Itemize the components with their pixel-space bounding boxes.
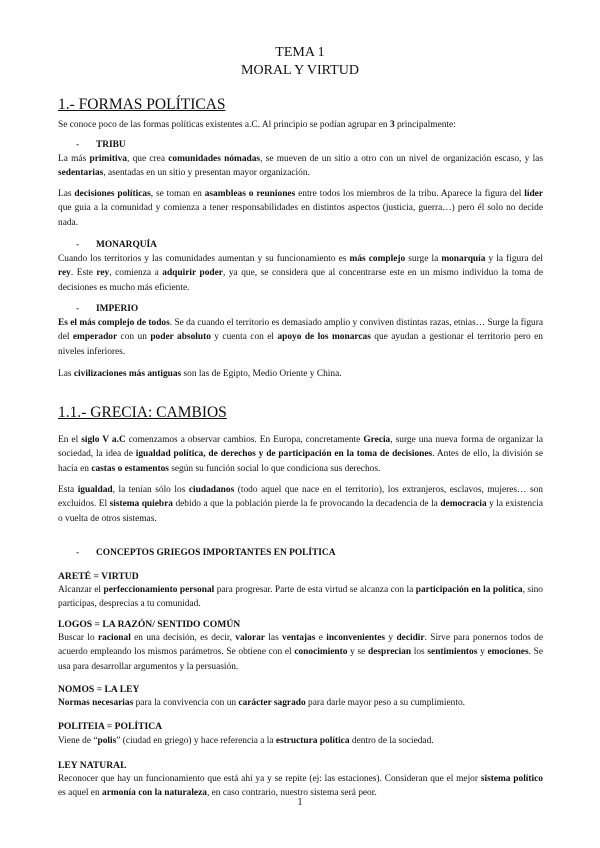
section-heading-grecia: 1.1.- GRECIA: CAMBIOS <box>58 404 227 421</box>
imperio-paragraph-1: Es el más complejo de todos. Se da cuando el territorio es demasiado amplio y conviven distintas razas, etnias… Surge la figura del emperador con un poder absoluto y cuenta con el apoyo de los monarcas que ayudan a gestionar el territorio pero en niveles inferiores. <box>58 318 543 357</box>
bullet-tribu: - TRIBU <box>76 140 126 150</box>
monarquia-paragraph: Cuando los territorios y las comunidades aumentan y su funcionamiento es más complejo surge la monarquía y la figura del rey. Este rey, comienza a adquirir poder, ya que, se considera que al concentrarse este en un mismo individuo la toma de decisiones es mucho más eficiente. <box>58 254 544 293</box>
concept-text-logos: Buscar lo racional en una decisión, es decir, valorar las ventajas e inconvenientes y decidir. Sirve para ponernos todos de acuerdo empleando los mismos parámetros. Se obtiene con el conocimiento y se desprecian los sentimientos y emociones. Se usa para desarrollar argumentos y la persuasión. <box>58 633 544 672</box>
concept-title-logos: LOGOS = LA RAZÓN/ SENTIDO COMÚN <box>58 619 241 630</box>
concept-title-politeia: POLITEIA = POLÍTICA <box>58 721 163 732</box>
bullet-imperio: - IMPERIO <box>76 304 139 314</box>
concept-text-politeia: Viene de “polis” (ciudad en griego) y hace referencia a la estructura política dentro de la sociedad. <box>58 736 434 746</box>
concept-text-nomos: Normas necesarias para la convivencia con un carácter sagrado para darle mayor peso a su cumplimiento. <box>58 698 465 708</box>
concept-title-ley-natural: LEY NATURAL <box>58 760 127 771</box>
concept-title-arete: ARETÉ = VIRTUD <box>58 571 139 582</box>
concept-text-arete: Alcanzar el perfeccionamiento personal para progresar. Parte de esta virtud se alcanza con la participación en la política, sino participas, desprecias a tu comunidad. <box>58 585 543 610</box>
section-heading-formas-politicas: 1.- FORMAS POLÍTICAS <box>58 96 226 113</box>
grecia-paragraph-1: En el siglo V a.C comenzamos a observar cambios. En Europa, concretamente Grecia, surge una nueva forma de organizar la sociedad, la idea de igualdad política, de derechos y de participación en la toma de decisiones. Antes de ello, la división se hacía en castas o estamentos según su función social lo que condiciona sus derechos. <box>58 435 544 474</box>
tribu-paragraph-1: La más primitiva, que crea comunidades nómadas, se mueven de un sitio a otro con un nivel de organización escaso, y las sedentarias, asentadas en un sitio y presentan mayor organización. <box>58 154 543 179</box>
imperio-paragraph-2: Las civilizaciones más antiguas son las de Egipto, Medio Oriente y China. <box>58 369 342 379</box>
page-number: 1 <box>297 797 303 808</box>
doc-title-line1: TEMA 1 <box>275 45 325 60</box>
concept-text-ley-natural: Reconocer que hay un funcionamiento que está ahí ya y se repite (ej: las estaciones). Consideran que el mejor sistema político es aquel en armonía con la naturaleza, en caso contrario, nuestro sistema será peor. <box>58 774 543 799</box>
grecia-paragraph-2: Esta igualdad, la tenían sólo los ciudadanos (todo aquel que nace en el territorio), los extranjeros, esclavos, mujeres… son excluidos. El sistema quiebra debido a que la población pierde la fe provocando la decadencia de la democracia y la existencia o vuelta de otros sistemas. <box>58 485 544 524</box>
bullet-conceptos-griegos: - CONCEPTOS GRIEGOS IMPORTANTES EN POLÍTICA <box>76 548 336 558</box>
tribu-paragraph-2: Las decisiones políticas, se toman en asambleas o reuniones entre todos los miembros de la tribu. Aparece la figura del líder que guía a la comunidad y comienza a tener responsabilidades en distintos aspectos (justicia, guerra…) pero él solo no decide nada. <box>58 189 543 228</box>
intro-paragraph: Se conoce poco de las formas políticas existentes a.C. Al principio se podían agrupar en 3 principalmente: <box>58 120 456 130</box>
concept-title-nomos: NOMOS = LA LEY <box>58 684 140 695</box>
bullet-monarquia: - MONARQUÍA <box>76 240 157 250</box>
doc-title-line2: MORAL Y VIRTUD <box>241 63 359 78</box>
